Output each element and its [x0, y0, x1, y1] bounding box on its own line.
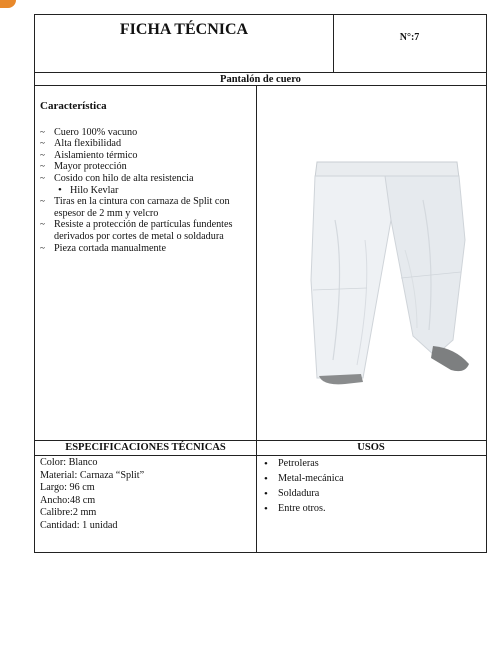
- spec-line: Cantidad: 1 unidad: [40, 519, 118, 531]
- list-subitem: • Hilo Kevlar: [40, 185, 255, 197]
- characteristics-list: [40, 127, 255, 255]
- list-item: ~ Cuero 100% vacuno: [40, 127, 255, 139]
- spec-line: Color: Blanco: [40, 457, 98, 468]
- product-name: Pantalón de cuero: [220, 74, 301, 85]
- specs-title: ESPECIFICACIONES TÉCNICAS: [65, 442, 226, 453]
- sheet-number: N°:7: [399, 32, 420, 43]
- characteristics-title: Característica: [40, 100, 107, 112]
- technical-sheet: [34, 14, 487, 553]
- sheet-title: FICHA TÉCNICA: [119, 21, 249, 38]
- spec-line: Calibre:2 mm: [40, 507, 97, 519]
- uses-title: USOS: [357, 442, 385, 453]
- product-photo: [305, 160, 475, 385]
- divider-number: [333, 15, 334, 72]
- list-item: • Entre otros.: [262, 503, 482, 516]
- list-item: ~ Pieza cortada manualmente: [40, 243, 255, 255]
- list-item: ~ Alta flexibilidad: [40, 138, 255, 150]
- divider-header: [35, 72, 486, 73]
- divider-product: [35, 85, 486, 86]
- list-item: • Soldadura: [262, 488, 482, 501]
- uses-section: [262, 458, 482, 518]
- list-item: ~ Cosido con hilo de alta resistencia: [40, 173, 255, 185]
- uses-list: [262, 458, 482, 516]
- spec-line: Ancho:48 cm: [40, 494, 96, 506]
- divider-specs-body: [35, 455, 486, 456]
- list-item: ~ Mayor protección: [40, 161, 255, 173]
- spec-line: Largo: 96 cm: [40, 482, 95, 494]
- list-item: • Metal-mecánica: [262, 473, 482, 486]
- divider-specs-head: [35, 440, 486, 441]
- corner-logo-mark: [0, 0, 16, 8]
- list-item: ~ Aislamiento térmico: [40, 150, 255, 162]
- specs-section: [40, 457, 252, 533]
- list-item: • Petroleras: [262, 458, 482, 471]
- spec-line: Material: Carnaza “Split”: [40, 469, 145, 481]
- list-item: ~ Resiste a protección de partículas fundentes derivados por cortes de metal o soldadura: [40, 219, 255, 242]
- divider-columns: [256, 85, 257, 552]
- list-item: ~ Tiras en la cintura con carnaza de Split con espesor de 2 mm y velcro: [40, 196, 255, 219]
- characteristics-section: [40, 101, 255, 254]
